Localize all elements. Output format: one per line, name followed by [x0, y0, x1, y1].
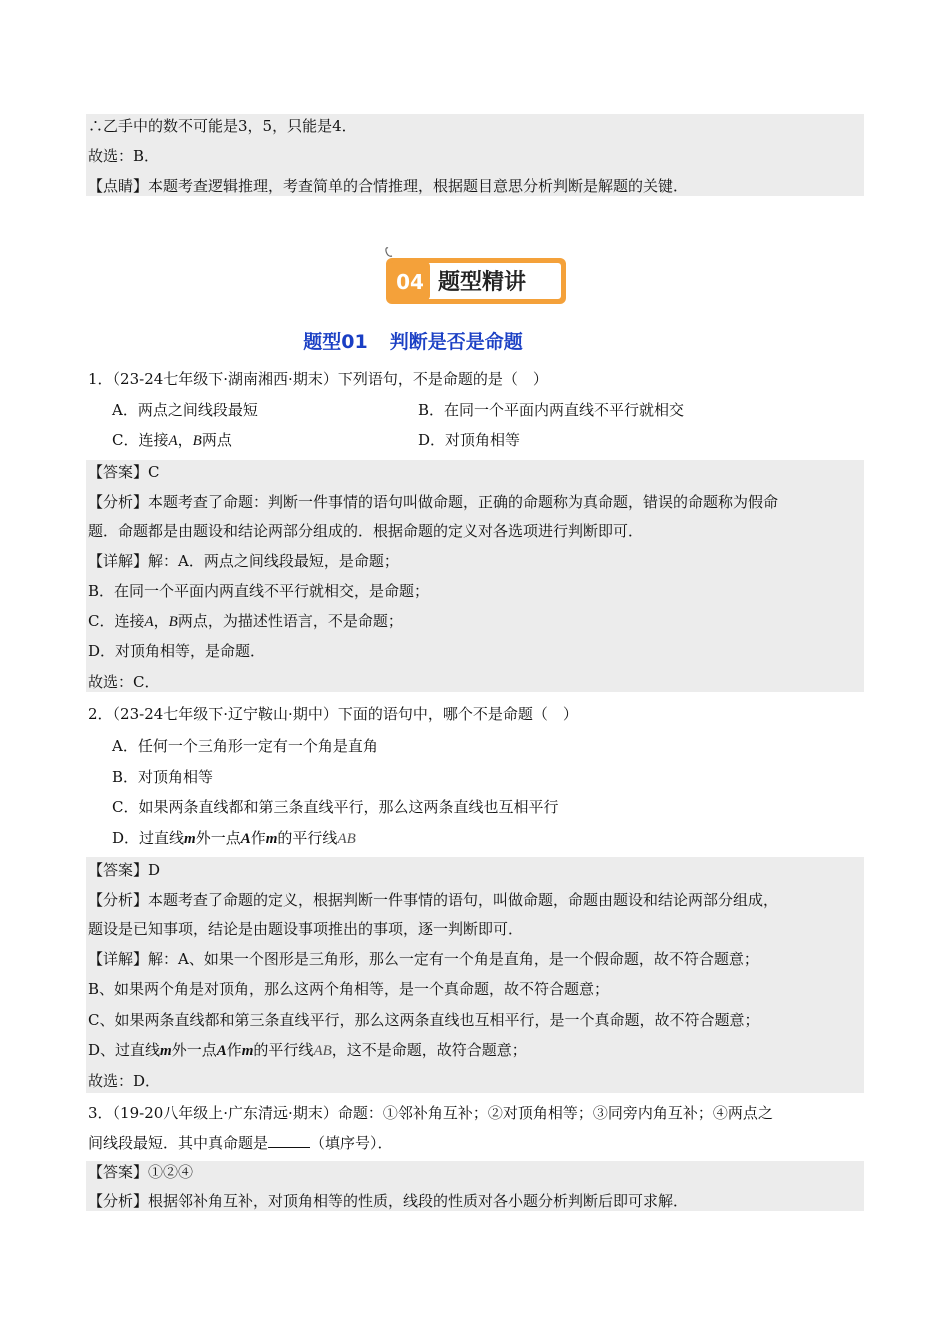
q2-detail-1: 【详解】解：A、如果一个图形是三角形，那么一定有一个角是直角，是一个假命题，故不符合题意；: [88, 950, 759, 968]
answer-blank[interactable]: [268, 1133, 310, 1148]
q3-stem-2: 间线段最短．其中真命题是 （填序号）．: [88, 1134, 393, 1152]
q1-option-d: D．对顶角相等: [418, 431, 521, 449]
banner-label: 题型精讲: [437, 270, 527, 295]
q3-stem-1: 3．（19-20八年级上·广东清远·期末）命题：①邻补角互补；②对顶角相等；③同旁内角互补；④两点之: [88, 1104, 773, 1122]
q1-detail-2: B．在同一个平面内两直线不平行就相交，是命题；: [88, 582, 430, 600]
section-title-text: 判断是否是命题: [389, 331, 523, 353]
q1-analysis-2: 题．命题都是由题设和结论两部分组成的．根据命题的定义对各选项进行判断即可．: [88, 522, 644, 540]
q1-option-a: A．两点之间线段最短: [112, 401, 258, 419]
q3-analysis: 【分析】根据邻补角互补，对顶角相等的性质，线段的性质对各小题分析判断后即可求解．: [88, 1192, 689, 1210]
q1-detail-1: 【详解】解：A．两点之间线段最短，是命题；: [88, 552, 399, 570]
q1-detail-4: D．对顶角相等，是命题．: [88, 642, 266, 660]
intro-line-3: 【点睛】本题考查逻辑推理，考查简单的合情推理，根据题目意思分析判断是解题的关键．: [88, 177, 689, 195]
q2-option-b: B．对顶角相等: [112, 768, 214, 786]
q1-answer: 【答案】C: [88, 463, 160, 481]
q1-analysis-1: 【分析】本题考查了命题：判断一件事情的语句叫做命题，正确的命题称为真命题，错误的命题称为假命: [88, 493, 779, 511]
q2-option-d: D．过直线m外一点A作m的平行线AB: [112, 829, 356, 847]
q2-choose: 故选：D．: [88, 1072, 161, 1090]
q2-answer: 【答案】D: [88, 861, 161, 879]
clip-decoration: [386, 248, 392, 256]
section-title-number: 题型01: [303, 331, 368, 353]
q2-analysis-2: 题设是已知事项，结论是由题设事项推出的事项，逐一判断即可．: [88, 920, 524, 938]
q2-option-c: C．如果两条直线都和第三条直线平行，那么这两条直线也互相平行: [112, 798, 559, 816]
q2-detail-4: D、过直线m外一点A作m的平行线AB，这不是命题，故符合题意；: [88, 1041, 527, 1059]
q2-detail-2: B、如果两个角是对顶角，那么这两个角相等，是一个真命题，故不符合题意；: [88, 980, 610, 998]
section-title: [0, 327, 826, 354]
q1-choose: 故选：C．: [88, 673, 160, 691]
q3-answer: 【答案】①②④: [88, 1163, 194, 1181]
q2-analysis-1: 【分析】本题考查了命题的定义，根据判断一件事情的语句，叫做命题，命题由题设和结论两部分组成，: [88, 891, 779, 909]
q2-detail-3: C、如果两条直线都和第三条直线平行，那么这两条直线也互相平行，是一个真命题，故不符合题意；: [88, 1011, 760, 1029]
intro-line-2: 故选：B．: [88, 147, 160, 165]
banner-number: 04: [396, 270, 424, 294]
q1-option-c: C．连接A，B两点: [112, 431, 232, 449]
section-banner: [384, 244, 568, 318]
q1-option-b: B．在同一个平面内两直线不平行就相交: [418, 401, 685, 419]
intro-line-1: ∴乙手中的数不可能是3，5，只能是4．: [88, 117, 357, 135]
q1-detail-3: C．连接A，B两点，为描述性语言，不是命题；: [88, 612, 403, 630]
q2-stem: 2．（23-24七年级下·辽宁鞍山·期中）下面的语句中，哪个不是命题（ ）: [88, 705, 578, 723]
q1-stem: 1．（23-24七年级下·湖南湘西·期末）下列语句，不是命题的是（ ）: [88, 370, 548, 388]
q2-option-a: A．任何一个三角形一定有一个角是直角: [112, 737, 378, 755]
